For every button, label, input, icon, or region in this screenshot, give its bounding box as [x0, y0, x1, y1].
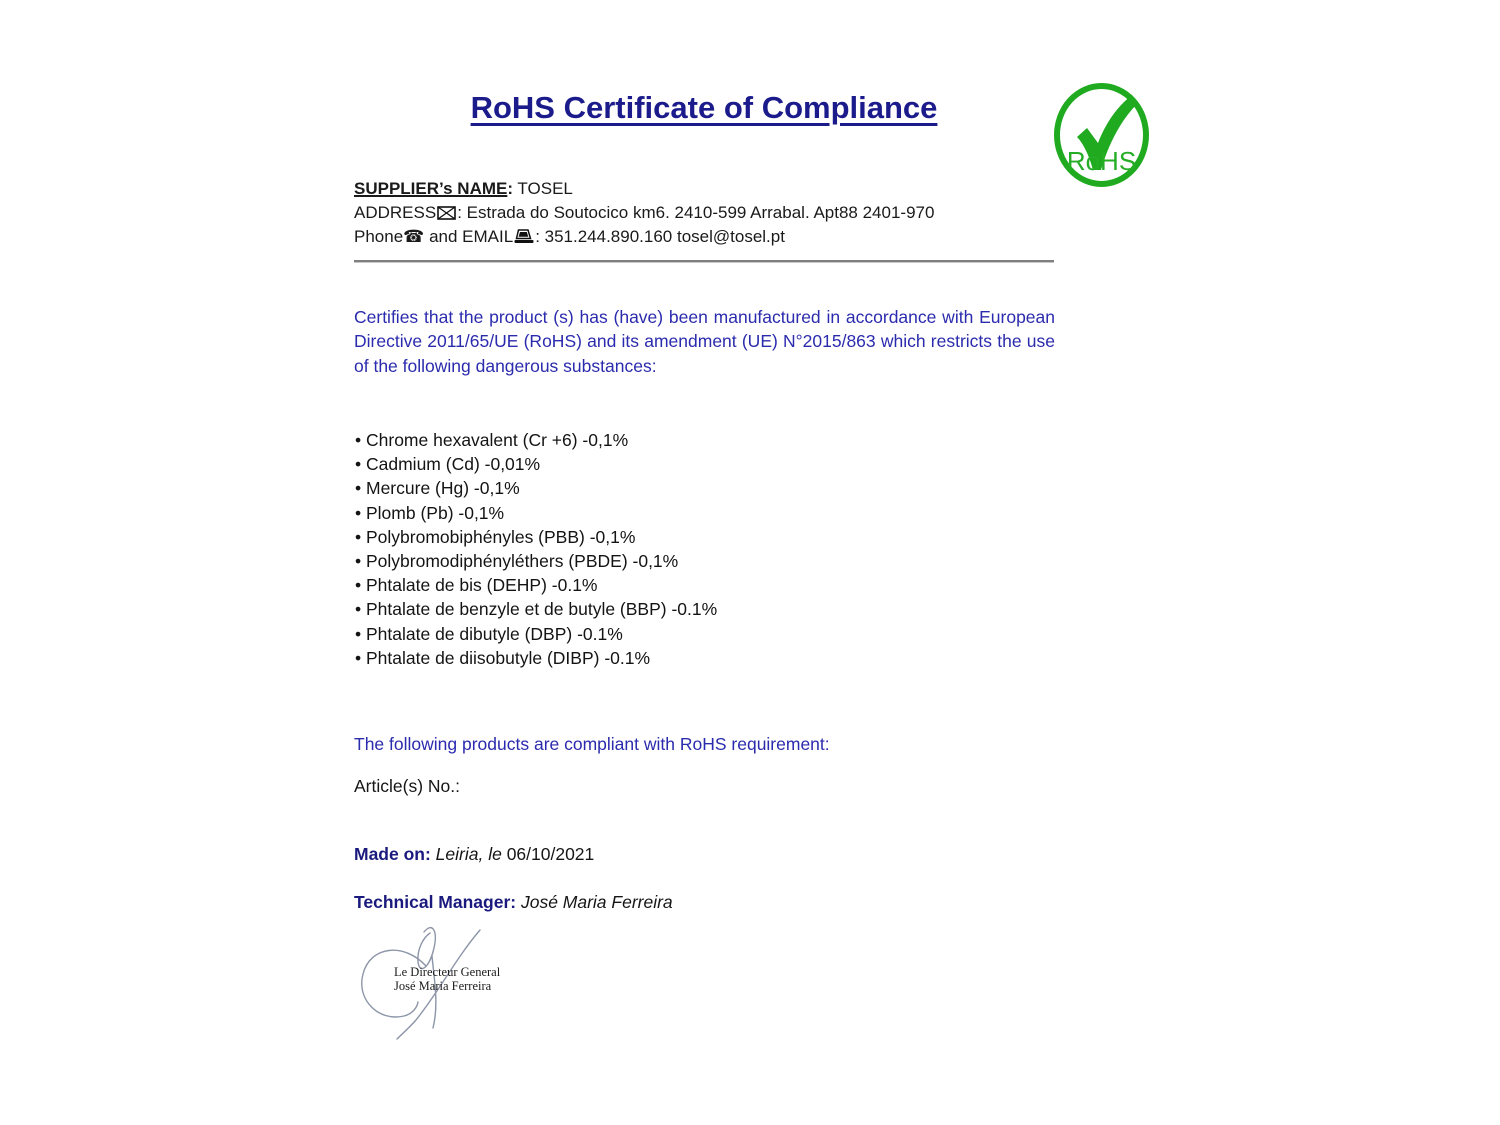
section-divider	[354, 260, 1054, 263]
substance-item: • Mercure (Hg) -0,1%	[355, 476, 1055, 500]
articles-label: Article(s) No.:	[354, 776, 460, 796]
made-on-label: Made on:	[354, 844, 431, 864]
technical-manager-line	[354, 892, 1054, 913]
substance-item: • Plomb (Pb) -0,1%	[355, 501, 1055, 525]
rohs-logo	[1053, 82, 1150, 188]
signature-text-block	[394, 966, 554, 993]
substance-item: • Phtalate de bis (DEHP) -0.1%	[355, 573, 1055, 597]
email-label: and EMAIL	[424, 227, 514, 246]
signature-title: Le Directeur General	[394, 965, 501, 979]
substance-item: • Phtalate de benzyle et de butyle (BBP) -0.1%	[355, 597, 1055, 621]
address-value: : Estrada do Soutocico km6. 2410-599 Arrabal. Apt88 2401-970	[457, 203, 935, 222]
substance-item: • Polybromobiphényles (PBB) -0,1%	[355, 525, 1055, 549]
substances-list	[355, 428, 1055, 670]
signature-name: José Maria Ferreira	[394, 978, 492, 993]
phone-label: Phone	[354, 227, 404, 246]
supplier-name-label: SUPPLIER’s NAME	[354, 179, 508, 198]
substance-item: • Phtalate de diisobutyle (DIBP) -0.1%	[355, 646, 1055, 670]
supplier-contact-line	[354, 225, 1074, 249]
telephone-icon: ☎	[403, 227, 425, 247]
supplier-name-line	[354, 177, 1074, 201]
compliance-statement: The following products are compliant with RoHS requirement:	[354, 734, 830, 754]
page-title: RoHS Certificate of Compliance	[470, 90, 938, 125]
supplier-name-colon: :	[507, 179, 514, 198]
substance-item: • Polybromodiphényléthers (PBDE) -0,1%	[355, 549, 1055, 573]
laptop-icon	[514, 227, 534, 251]
supplier-block	[354, 177, 1074, 249]
certification-statement: Certifies that the product (s) has (have) been manufactured in accordance with European Directive 2011/65/UE (RoHS) and its amendment (UE) N°2015/863 which restricts the use of the following dangerous substances:	[354, 307, 1055, 376]
envelope-icon	[437, 203, 456, 227]
made-on-line	[354, 844, 1054, 865]
rohs-check-icon	[1053, 82, 1150, 188]
substance-item: • Phtalate de dibutyle (DBP) -0.1%	[355, 622, 1055, 646]
technical-manager-name: José Maria Ferreira	[516, 892, 673, 912]
supplier-address-line	[354, 201, 1074, 225]
made-on-date: 06/10/2021	[506, 844, 595, 864]
supplier-name-value: TOSEL	[513, 179, 573, 198]
made-on-place: Leiria, le	[430, 844, 507, 864]
rohs-logo-label: RoHS	[1066, 146, 1137, 176]
contact-value: : 351.244.890.160 tosel@tosel.pt	[535, 227, 785, 246]
substance-item: • Chrome hexavalent (Cr +6) -0,1%	[355, 428, 1055, 452]
address-label: ADDRESS	[354, 203, 437, 222]
substance-item: • Cadmium (Cd) -0,01%	[355, 452, 1055, 476]
technical-manager-label: Technical Manager:	[354, 892, 517, 912]
